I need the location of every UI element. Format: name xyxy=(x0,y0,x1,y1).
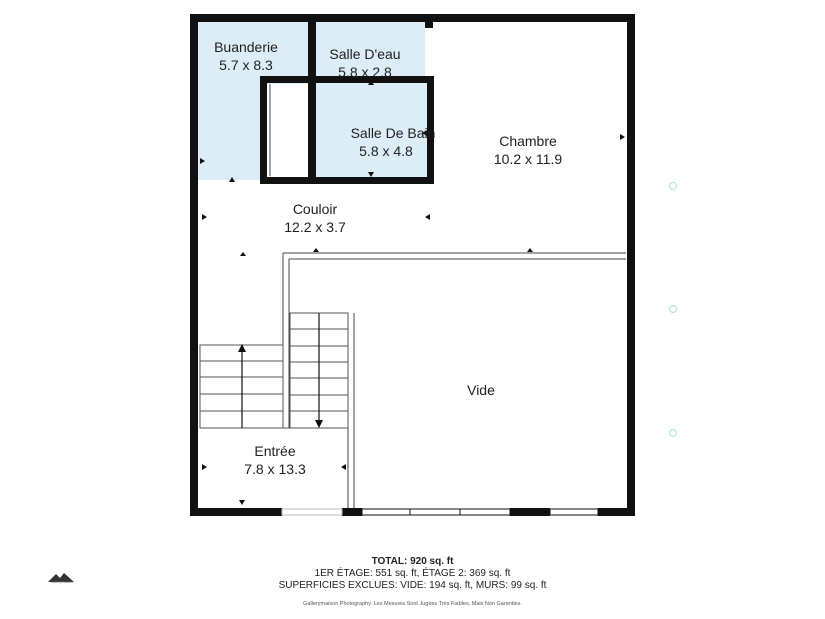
brand-logo-text: Gallerymaison xyxy=(50,580,74,584)
buanderie-closet xyxy=(262,84,310,179)
room-dimensions: 12.2 x 3.7 xyxy=(284,219,346,235)
room-name: Entrée xyxy=(254,443,296,459)
room-label-chambre xyxy=(478,132,578,168)
room-name: Chambre xyxy=(499,133,557,149)
excluded-areas: SUPERFICIES EXCLUES: VIDE: 194 sq. ft, MURS: 99 sq. ft xyxy=(278,580,547,591)
room-dimensions: 7.8 x 13.3 xyxy=(244,461,306,477)
room-dimensions: 5.7 x 8.3 xyxy=(219,57,273,73)
total-area-text: TOTAL: 920 sq. ft xyxy=(371,556,454,567)
stairs xyxy=(200,313,348,428)
room-label-salle-deau xyxy=(315,45,415,81)
room-name: Vide xyxy=(467,382,495,398)
room-dimensions: 10.2 x 11.9 xyxy=(493,151,563,167)
room-name: Salle De Bain xyxy=(350,125,436,141)
room-label-salle-de-bain xyxy=(338,124,448,160)
right-markers xyxy=(670,183,677,437)
disclaimer: Gallerymaison Photography. Les Mesures Sont Jugées Très Fiables, Mais Non Garanties. xyxy=(303,601,522,607)
room-name: Buanderie xyxy=(214,39,278,55)
room-dimensions: 5.8 x 2.8 xyxy=(338,64,392,80)
floor-areas: 1ER ÉTAGE: 551 sq. ft, ÉTAGE 2: 369 sq. ft xyxy=(314,568,511,579)
room-label-entree xyxy=(225,442,325,478)
room-label-couloir xyxy=(265,200,365,236)
room-dimensions: 5.8 x 4.8 xyxy=(359,143,413,159)
room-name: Couloir xyxy=(292,201,338,217)
room-label-buanderie xyxy=(196,38,296,74)
total-area xyxy=(0,556,825,568)
room-label-vide xyxy=(431,381,531,399)
windows xyxy=(282,509,598,515)
room-name: Salle D'eau xyxy=(329,46,401,62)
